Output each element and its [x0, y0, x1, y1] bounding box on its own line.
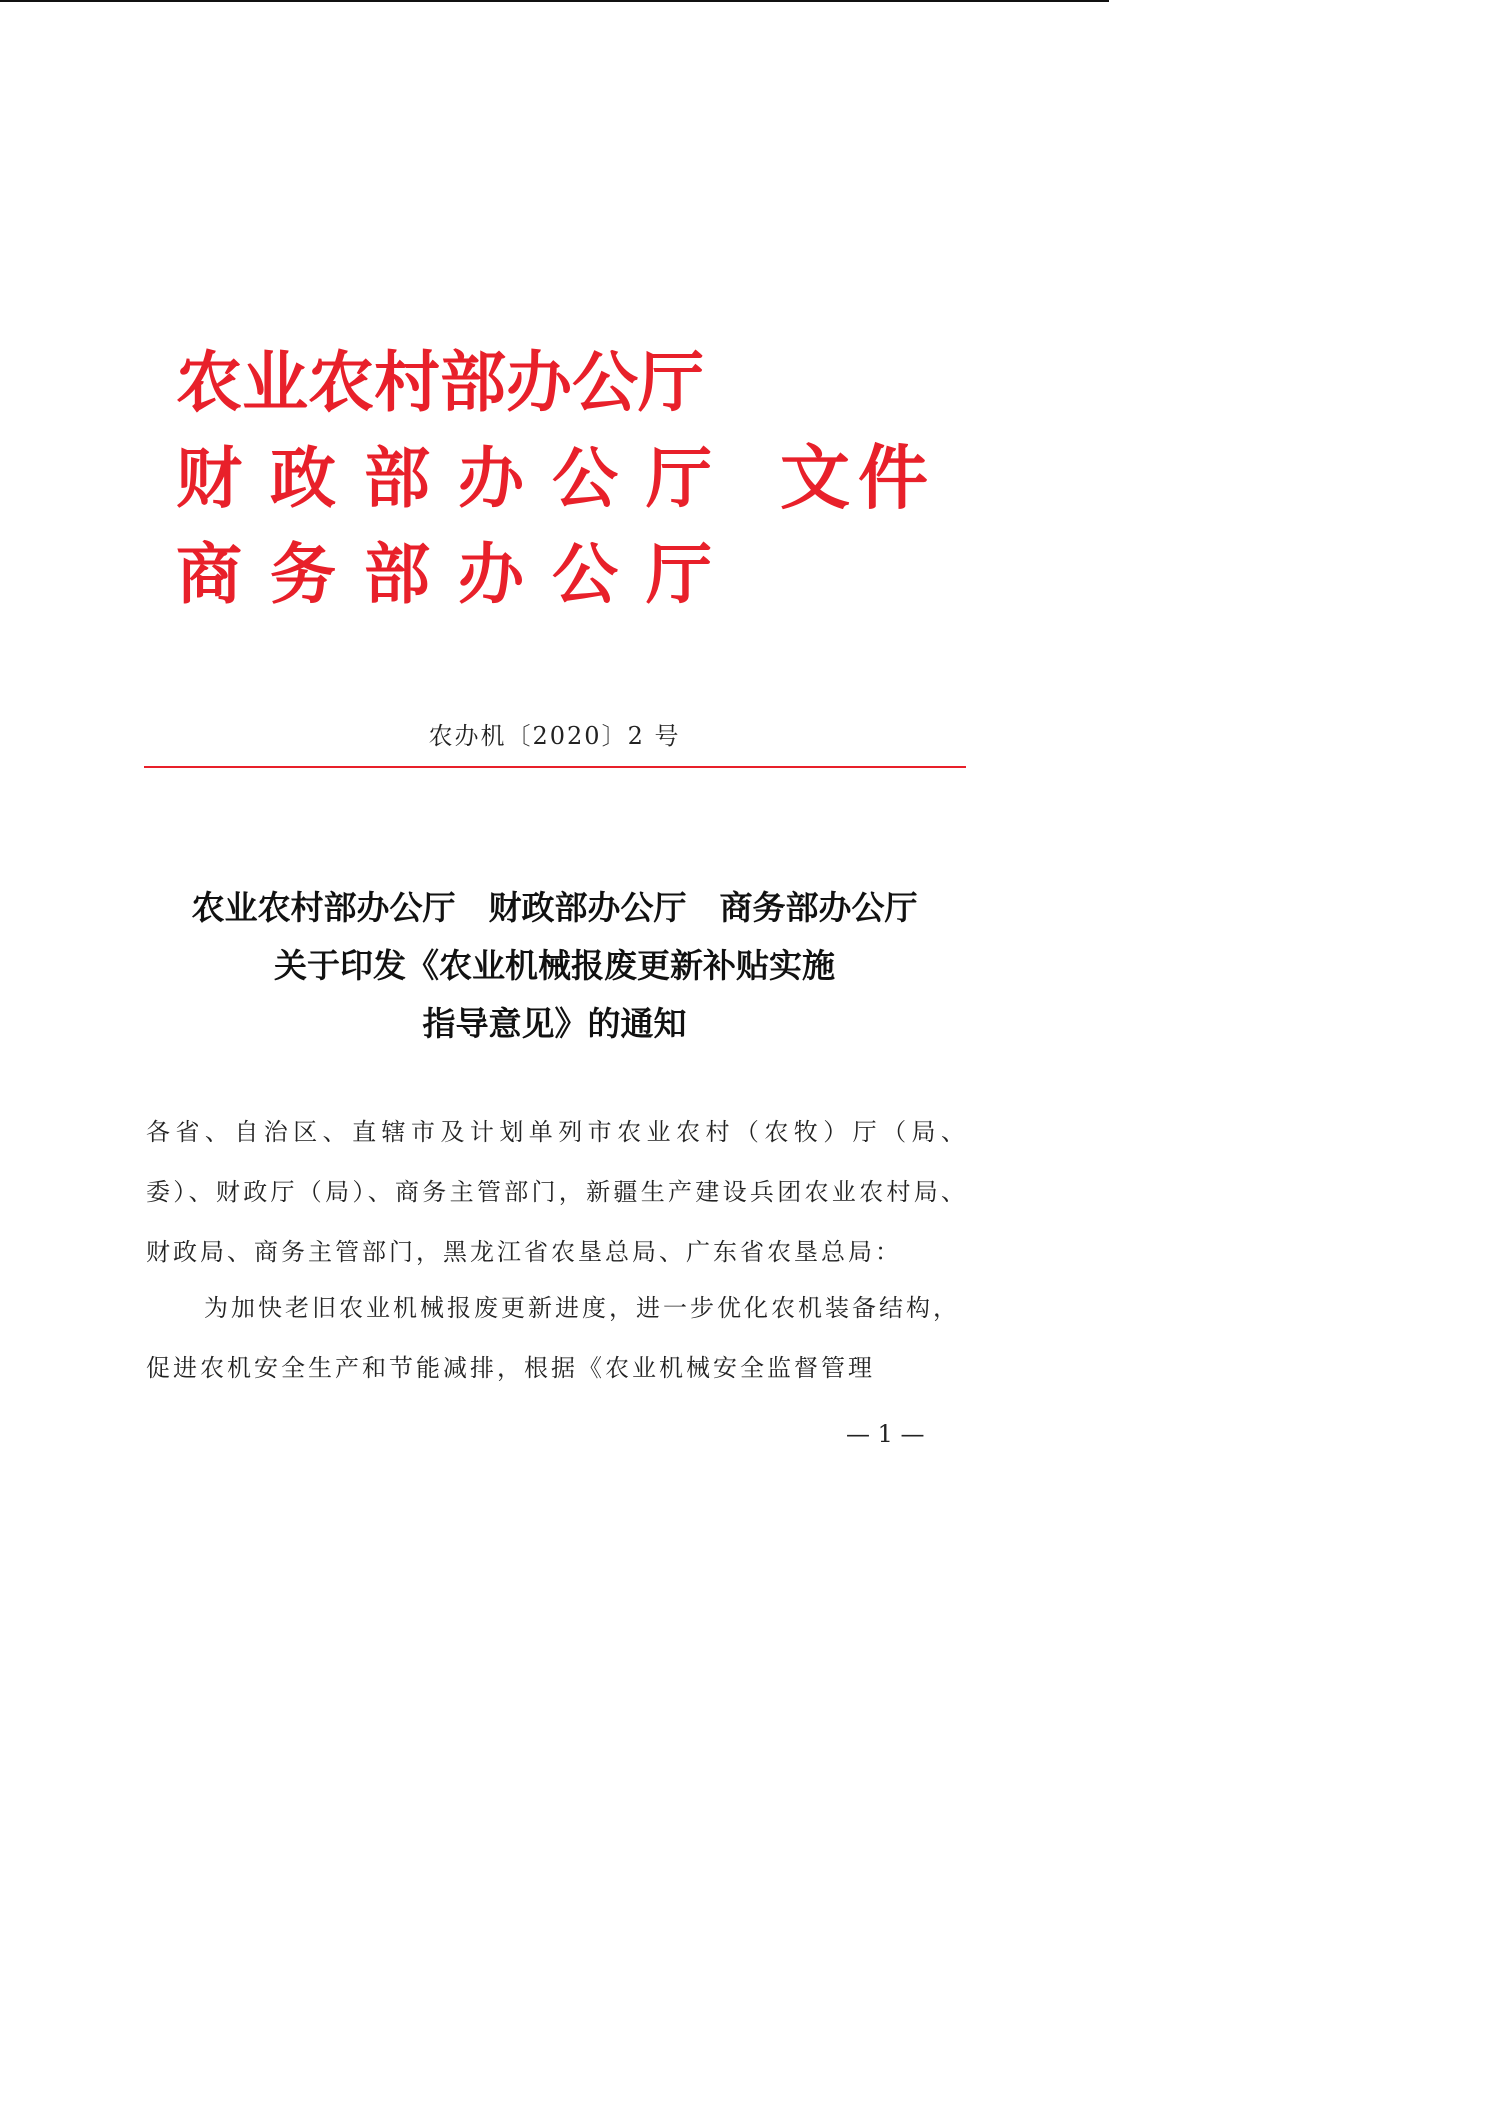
title-line-1: 农业农村部办公厅 财政部办公厅 商务部办公厅: [191, 888, 918, 927]
issuer-finance: 财政部办公厅: [176, 439, 740, 517]
title-line-2: 关于印发《农业机械报废更新补贴实施: [274, 946, 835, 985]
salutation: 各省、自治区、直辖市及计划单列市农业农村（农牧）厅（局、委）、财政厅（局）、商务主管部门，新疆生产建设兵团农业农村局、财政局、商务主管部门，黑龙江省农垦总局、广东省农垦总局：: [146, 1118, 968, 1266]
red-divider: [144, 766, 966, 768]
issuer-commerce: 商务部办公厅: [176, 535, 740, 613]
body-paragraph: 为加快老旧农业机械报废更新进度，进一步优化农机装备结构，促进农机安全生产和节能减排，根据《农业机械安全监督管理: [146, 1294, 960, 1382]
document-number: 农办机〔2020〕2 号: [428, 722, 681, 750]
page-number: — 1 —: [846, 1420, 925, 1448]
document-label: 文件: [780, 436, 936, 519]
title-line-3: 指导意见》的通知: [422, 1004, 687, 1043]
issuer-agriculture: 农业农村部办公厅: [176, 343, 704, 421]
